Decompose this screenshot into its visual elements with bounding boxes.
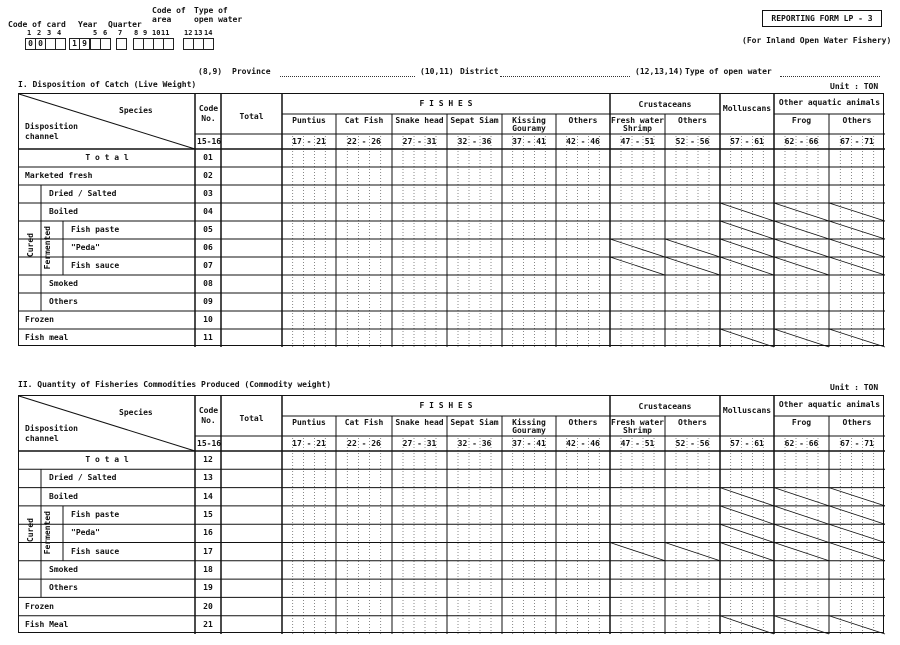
col-header-0: Puntius: [292, 116, 326, 125]
row-code-14: 14: [203, 491, 213, 501]
hatch-line: [774, 239, 829, 257]
code-of-card-label: Code of card: [8, 20, 66, 29]
col-range-3: 32 - 36: [457, 439, 492, 448]
col-header-2: Snake head: [395, 116, 444, 125]
col-header-1: Cat Fish: [344, 116, 384, 125]
row-code-08: 08: [203, 279, 213, 288]
hatch-line: [774, 221, 829, 239]
other-aquatic-header: Other aquatic animals: [778, 400, 881, 409]
crustaceans-header: Crustaceans: [638, 402, 692, 411]
col-header-5: Others: [568, 116, 598, 125]
hatch-line: [720, 329, 774, 347]
col-range-6: 47 - 51: [620, 439, 655, 448]
col-range-5: 42 - 46: [566, 137, 600, 146]
type-of-open-water-label: Type of open water: [194, 6, 243, 24]
province-field[interactable]: [280, 76, 415, 77]
code-of-area-label: Code of area: [152, 6, 186, 24]
col-range-9: 62 - 66: [784, 439, 819, 448]
species-header: Species: [119, 106, 153, 115]
quarter-label: Quarter: [108, 20, 142, 29]
district-field[interactable]: [500, 76, 630, 77]
row-label-18: Smoked: [49, 564, 78, 574]
fishes-header: F I S H E S: [419, 401, 473, 410]
col-header-3: Sepat Siam: [450, 418, 499, 427]
table-grid: [19, 94, 885, 347]
molluscans-header: Molluscans: [722, 406, 772, 415]
col-header-9: Frog: [791, 116, 812, 125]
col-range-2: 27 - 31: [402, 439, 437, 448]
section2-unit: Unit : TON: [830, 383, 879, 392]
crustaceans-header: Crustaceans: [638, 100, 692, 109]
hatch-line: [829, 239, 885, 257]
col-range-8: 57 - 61: [730, 439, 764, 448]
row-label-01: T o t a l: [85, 153, 129, 162]
col-range-7: 52 - 56: [675, 439, 710, 448]
row-code-09: 09: [203, 297, 213, 306]
card-digit: 1: [27, 29, 32, 37]
row-code-13: 13: [203, 473, 213, 483]
species-header: Species: [119, 408, 153, 417]
row-code-02: 02: [203, 171, 213, 180]
hatch-line: [774, 329, 829, 347]
water-digit: 13: [194, 29, 203, 37]
row-code-06: 06: [203, 243, 213, 252]
hatch-line: [829, 616, 885, 634]
area-box-4[interactable]: [163, 38, 174, 50]
row-label-04: Boiled: [49, 207, 78, 216]
hatch-line: [774, 616, 829, 634]
hatch-line: [720, 239, 774, 257]
section1-unit: Unit : TON: [830, 82, 879, 91]
col-range-4: 37 - 41: [512, 137, 546, 146]
area-digit: 9: [143, 29, 148, 37]
fishes-header: F I S H E S: [419, 99, 473, 108]
hatch-line: [774, 506, 829, 524]
row-code-07: 07: [203, 261, 213, 270]
cured-side-label: Cured: [26, 233, 35, 258]
code-no-header: Code No.: [198, 406, 219, 425]
row-code-18: 18: [203, 564, 213, 574]
row-label-14: Boiled: [49, 491, 78, 501]
year-box-4[interactable]: [100, 38, 111, 50]
year-label: Year: [78, 20, 98, 29]
hatch-line: [774, 543, 829, 561]
hatch-line: [665, 239, 720, 257]
province-code: (8,9): [198, 67, 223, 76]
section1-title: I. Disposition of Catch (Live Weight): [18, 80, 197, 89]
col-range-9: 62 - 66: [784, 137, 819, 146]
disposition-header: Disposition channel: [25, 424, 78, 443]
fermented-side-label: Fermented: [43, 226, 52, 270]
row-code-05: 05: [203, 225, 213, 234]
col-header-6: Fresh water Shrimp: [611, 116, 664, 133]
row-label-09: Others: [49, 297, 78, 306]
hatch-line: [774, 203, 829, 221]
catch-disposition-table: [18, 93, 884, 346]
row-code-03: 03: [203, 189, 213, 198]
water-digit: 14: [204, 29, 213, 37]
row-label-17: Fish sauce: [71, 546, 120, 556]
row-label-16: "Peda": [71, 528, 100, 538]
col-header-10: Others: [842, 418, 872, 427]
row-label-02: Marketed fresh: [25, 171, 93, 180]
fermented-side-label: Fermented: [43, 511, 52, 555]
col-range-10: 67 - 71: [840, 439, 874, 448]
year-digit: 5: [93, 29, 98, 37]
col-header-1: Cat Fish: [344, 418, 384, 427]
col-header-0: Puntius: [292, 418, 326, 427]
col-header-2: Snake head: [395, 418, 444, 427]
hatch-line: [720, 203, 774, 221]
col-header-6: Fresh water Shrimp: [611, 418, 664, 435]
hatch-line: [720, 257, 774, 275]
row-code-21: 21: [203, 619, 213, 629]
district-label: District: [460, 67, 499, 76]
col-range-0: 17 - 21: [292, 439, 326, 448]
row-code-12: 12: [203, 455, 213, 465]
col-range-3: 32 - 36: [457, 137, 492, 146]
card-box-4[interactable]: [55, 38, 66, 50]
district-code: (10,11): [420, 67, 454, 76]
water-digit: 12: [184, 29, 193, 37]
col-header-4: Kissing Gouramy: [512, 116, 546, 133]
hatch-line: [665, 257, 720, 275]
row-label-21: Fish Meal: [25, 619, 69, 629]
row-label-06: "Peda": [71, 243, 100, 252]
row-code-20: 20: [203, 601, 213, 611]
col-range-0: 17 - 21: [292, 137, 326, 146]
col-header-4: Kissing Gouramy: [512, 418, 546, 435]
hatch-line: [774, 524, 829, 542]
table-grid: [19, 396, 885, 634]
quarter-box[interactable]: [116, 38, 127, 50]
cured-side-label: Cured: [26, 518, 35, 543]
water-type-field[interactable]: [780, 76, 880, 77]
water-code: (12,13,14): [635, 67, 684, 76]
row-code-16: 16: [203, 528, 213, 538]
form-note: (For Inland Open Water Fishery): [742, 36, 892, 45]
province-label: Province: [232, 67, 271, 76]
water-box-3[interactable]: [203, 38, 214, 50]
col-range-2: 27 - 31: [402, 137, 437, 146]
area-digit: 8: [134, 29, 139, 37]
card-box-2[interactable]: 0: [35, 38, 46, 50]
year-digit: 6: [103, 29, 108, 37]
row-label-07: Fish sauce: [71, 261, 120, 270]
card-digit: 4: [57, 29, 62, 37]
hatch-line: [829, 329, 885, 347]
col-range-5: 42 - 46: [566, 439, 600, 448]
row-label-13: Dried / Salted: [49, 473, 117, 483]
card-digit: 2: [37, 29, 42, 37]
water-type-label: Type of open water: [685, 67, 772, 76]
form-id-box: REPORTING FORM LP - 3: [762, 10, 882, 27]
hatch-line: [829, 221, 885, 239]
col-header-9: Frog: [791, 418, 812, 427]
row-label-08: Smoked: [49, 279, 78, 288]
card-box-1[interactable]: 0: [25, 38, 36, 50]
hatch-line: [720, 506, 774, 524]
hatch-line: [665, 543, 720, 561]
area-digit: 11: [161, 29, 170, 37]
row-label-19: Others: [49, 583, 78, 593]
hatch-line: [829, 543, 885, 561]
col-header-7: Others: [678, 116, 707, 125]
hatch-line: [610, 543, 665, 561]
hatch-line: [720, 488, 774, 506]
hatch-line: [829, 203, 885, 221]
row-label-20: Frozen: [25, 601, 54, 611]
col-range-6: 47 - 51: [620, 137, 655, 146]
row-code-01: 01: [203, 153, 213, 162]
col-range-4: 37 - 41: [512, 439, 546, 448]
row-label-05: Fish paste: [71, 225, 120, 234]
row-code-19: 19: [203, 583, 213, 593]
row-code-15: 15: [203, 510, 213, 520]
hatch-line: [829, 524, 885, 542]
row-label-03: Dried / Salted: [49, 189, 117, 198]
hatch-line: [610, 257, 665, 275]
molluscans-header: Molluscans: [722, 104, 772, 113]
quarter-digit: 7: [118, 29, 123, 37]
hatch-line: [829, 257, 885, 275]
col-range-1: 22 - 26: [347, 137, 381, 146]
hatch-line: [829, 488, 885, 506]
section2-title: II. Quantity of Fisheries Commodities Produced (Commodity weight): [18, 380, 332, 389]
row-label-10: Frozen: [25, 315, 54, 324]
row-label-15: Fish paste: [71, 510, 120, 520]
hatch-line: [720, 221, 774, 239]
col-header-5: Others: [568, 418, 598, 427]
col-header-7: Others: [678, 418, 707, 427]
hatch-line: [774, 488, 829, 506]
col-range-1: 22 - 26: [347, 439, 381, 448]
area-digit: 10: [152, 29, 161, 37]
col-range-7: 52 - 56: [675, 137, 710, 146]
card-digit: 3: [47, 29, 52, 37]
hatch-line: [610, 239, 665, 257]
row-code-17: 17: [203, 546, 213, 556]
hatch-line: [829, 506, 885, 524]
total-header: Total: [239, 112, 264, 121]
total-header: Total: [239, 414, 264, 423]
hatch-line: [720, 524, 774, 542]
hatch-line: [720, 543, 774, 561]
other-aquatic-header: Other aquatic animals: [778, 98, 881, 107]
code-cols-header: 15-16: [197, 439, 222, 448]
row-code-04: 04: [203, 207, 213, 216]
hatch-line: [774, 257, 829, 275]
row-code-11: 11: [203, 333, 213, 342]
code-cols-header: 15-16: [197, 137, 222, 146]
hatch-line: [720, 616, 774, 634]
code-no-header: Code No.: [198, 104, 219, 123]
col-range-10: 67 - 71: [840, 137, 874, 146]
col-header-10: Others: [842, 116, 872, 125]
col-range-8: 57 - 61: [730, 137, 764, 146]
disposition-header: Disposition channel: [25, 122, 78, 141]
row-label-12: T o t a l: [85, 455, 129, 465]
commodities-produced-table: [18, 395, 884, 633]
row-label-11: Fish meal: [25, 333, 69, 342]
row-code-10: 10: [203, 315, 213, 324]
year-box-1[interactable]: 1: [69, 38, 80, 50]
year-box-2[interactable]: 9: [79, 38, 90, 50]
col-header-3: Sepat Siam: [450, 116, 499, 125]
